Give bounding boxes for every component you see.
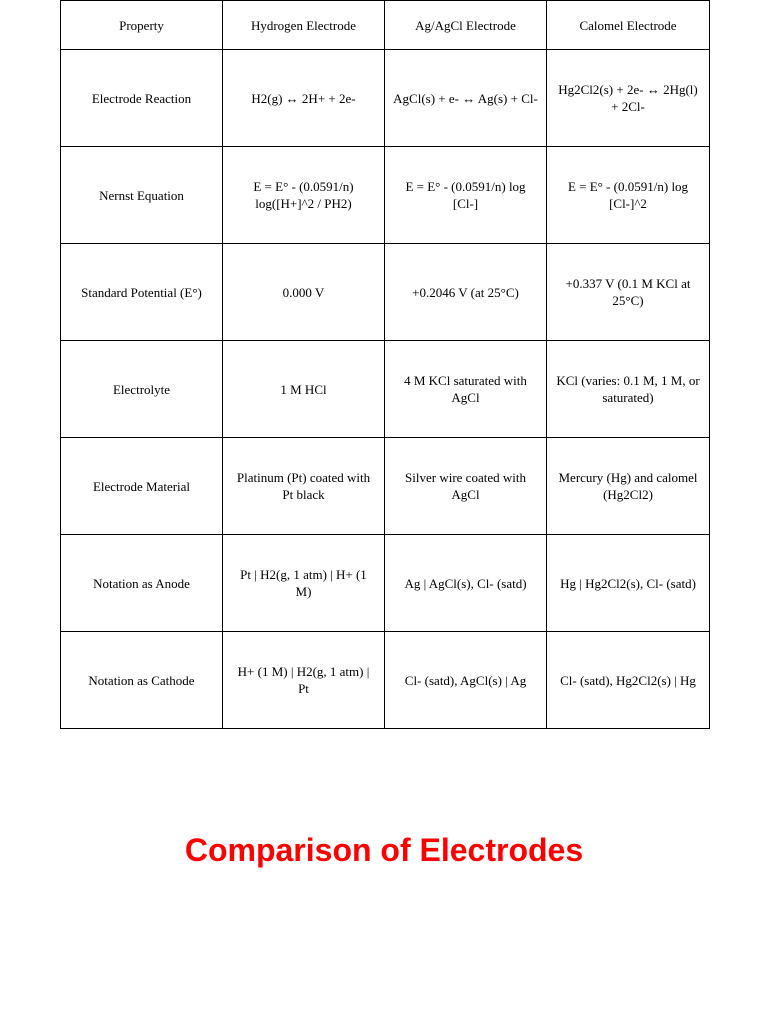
- header-cell-calomel-electrode: Calomel Electrode: [547, 1, 710, 50]
- table-header-row: [61, 1, 710, 50]
- table-cell: 0.000 V: [223, 244, 385, 341]
- row-label-cell: Electrode Material: [61, 438, 223, 535]
- row-label-cell: Notation as Anode: [61, 535, 223, 632]
- table-row-standard-potential: [61, 244, 710, 341]
- row-label-cell: Notation as Cathode: [61, 632, 223, 729]
- row-label-cell: Nernst Equation: [61, 147, 223, 244]
- table-row-electrode-material: [61, 438, 710, 535]
- table-row-notation-as-cathode: [61, 632, 710, 729]
- header-cell-property: Property: [61, 1, 223, 50]
- table-cell: E = E° - (0.0591/n) log [Cl-]^2: [547, 147, 710, 244]
- table-cell: Hg2Cl2(s) + 2e- ↔ 2Hg(l) + 2Cl-: [547, 50, 710, 147]
- electrode-comparison-table: [60, 0, 710, 729]
- row-label-cell: Electrolyte: [61, 341, 223, 438]
- table-cell: +0.2046 V (at 25°C): [385, 244, 547, 341]
- table-cell: +0.337 V (0.1 M KCl at 25°C): [547, 244, 710, 341]
- table-cell: E = E° - (0.0591/n) log([H+]^2 / PH2): [223, 147, 385, 244]
- table-cell: H+ (1 M) | H2(g, 1 atm) | Pt: [223, 632, 385, 729]
- table-cell: Hg | Hg2Cl2(s), Cl- (satd): [547, 535, 710, 632]
- row-label-cell: Electrode Reaction: [61, 50, 223, 147]
- header-cell-hydrogen-electrode: Hydrogen Electrode: [223, 1, 385, 50]
- table-cell: E = E° - (0.0591/n) log [Cl-]: [385, 147, 547, 244]
- document-caption-title: Comparison of Electrodes: [184, 832, 584, 868]
- table-cell: Ag | AgCl(s), Cl- (satd): [385, 535, 547, 632]
- table-cell: 1 M HCl: [223, 341, 385, 438]
- table-row-electrode-reaction: [61, 50, 710, 147]
- table-cell: Platinum (Pt) coated with Pt black: [223, 438, 385, 535]
- table-cell: AgCl(s) + e- ↔ Ag(s) + Cl-: [385, 50, 547, 147]
- table-cell: H2(g) ↔ 2H+ + 2e-: [223, 50, 385, 147]
- row-label-cell: Standard Potential (E°): [61, 244, 223, 341]
- table-cell: 4 M KCl saturated with AgCl: [385, 341, 547, 438]
- table-cell: Silver wire coated with AgCl: [385, 438, 547, 535]
- table-cell: Cl- (satd), Hg2Cl2(s) | Hg: [547, 632, 710, 729]
- table-cell: Mercury (Hg) and calomel (Hg2Cl2): [547, 438, 710, 535]
- header-cell-ag-agcl-electrode: Ag/AgCl Electrode: [385, 1, 547, 50]
- table-cell: Pt | H2(g, 1 atm) | H+ (1 M): [223, 535, 385, 632]
- table-row-notation-as-anode: [61, 535, 710, 632]
- table-cell: KCl (varies: 0.1 M, 1 M, or saturated): [547, 341, 710, 438]
- table-row-nernst-equation: [61, 147, 710, 244]
- table-row-electrolyte: [61, 341, 710, 438]
- table-cell: Cl- (satd), AgCl(s) | Ag: [385, 632, 547, 729]
